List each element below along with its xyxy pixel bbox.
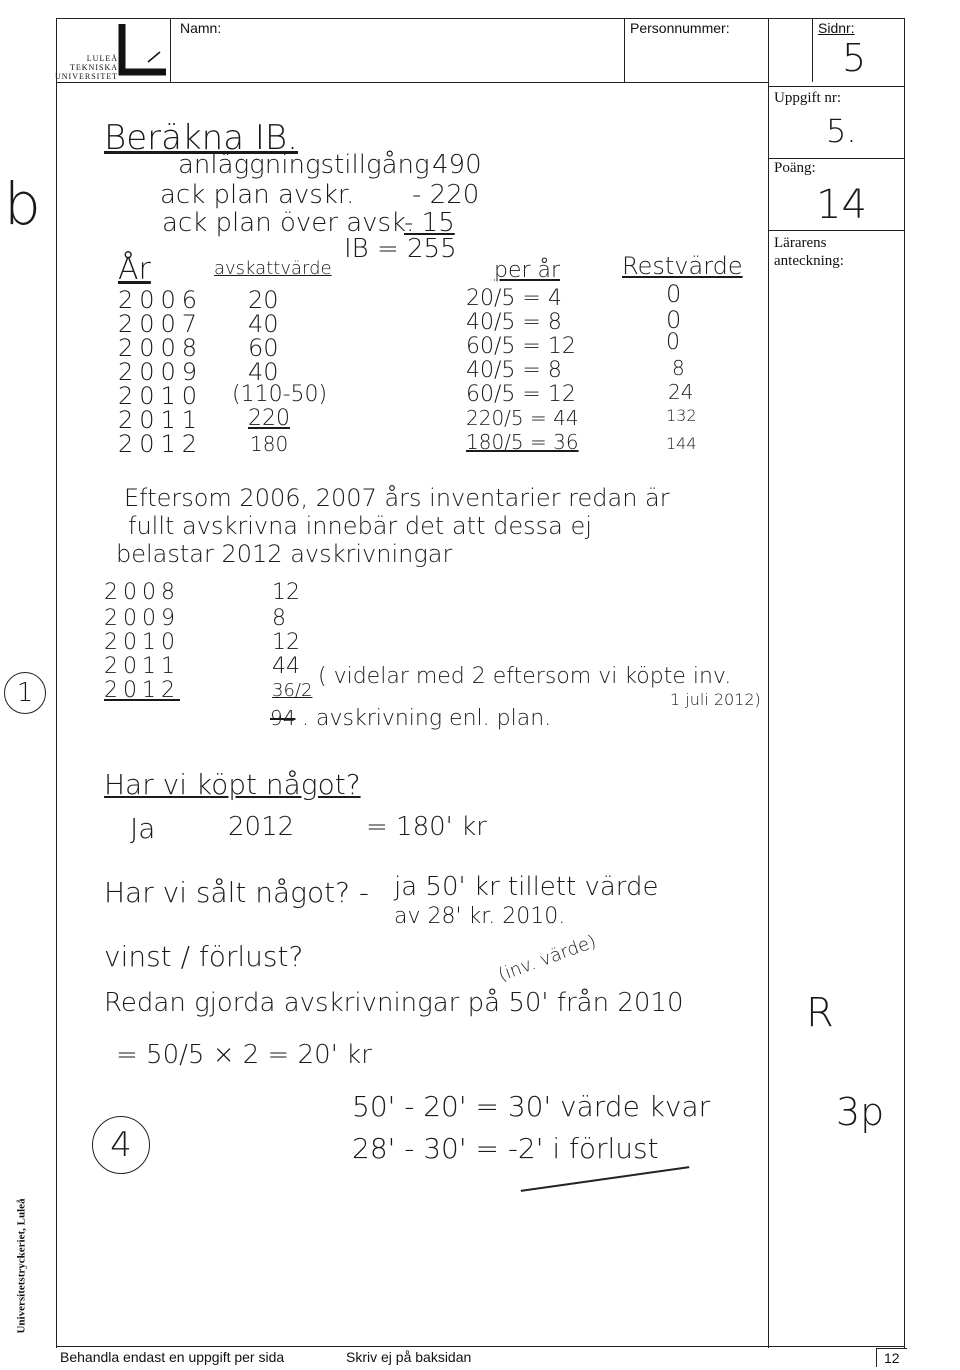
table-row-6-rest: 132 <box>666 406 697 425</box>
calc-value-1: 490 <box>432 150 482 180</box>
table-row-7-value: 180 <box>250 432 289 456</box>
teacher-mark-points: 3p <box>836 1090 885 1134</box>
table-row-4-year: 2009 <box>118 358 204 386</box>
table-row-1-year: 2006 <box>118 286 204 314</box>
calc-value-3: - 15 <box>404 208 455 238</box>
ib-line: IB = 255 <box>344 234 457 264</box>
right-col-line-1 <box>768 86 904 87</box>
calc-line-d: 28' - 30' = -2' i förlust <box>352 1132 659 1165</box>
footer-center: Skriv ej på baksidan <box>346 1349 472 1365</box>
paragraph-line-2: fullt avskrivna innebär det att dessa ej <box>128 512 592 540</box>
header-divider-1 <box>170 18 171 82</box>
table-row-3-year: 2008 <box>118 334 204 362</box>
list-row-2-year: 2009 <box>104 606 180 631</box>
circled-number-1 <box>4 672 46 714</box>
poang-label: Poäng: <box>774 160 816 176</box>
vertical-printer-text: Universitetstryckeriet, Luleå <box>15 1198 28 1334</box>
table-row-3-per-year: 60/5 = 12 <box>466 334 576 359</box>
logo-text <box>55 54 118 81</box>
circled-number-4 <box>92 1116 150 1174</box>
university-logo <box>55 22 168 81</box>
poang-value: 14 <box>816 182 867 228</box>
calc-label-2: ack plan avskr. <box>160 180 355 210</box>
table-row-3-rest: 0 <box>666 330 680 355</box>
answer-1-year: 2012 <box>228 812 295 842</box>
form-bottom-border <box>56 1346 904 1347</box>
sidnr-label: Sidnr: <box>818 20 855 36</box>
table-row-6-per-year: 220/5 = 44 <box>466 406 579 430</box>
form-top-border <box>56 18 904 19</box>
table-row-3-value: 60 <box>248 334 279 362</box>
circled-1-text: 1 <box>16 678 34 708</box>
list-total: 94 <box>270 706 296 730</box>
right-column-border <box>768 18 769 1348</box>
right-col-line-3 <box>768 230 904 231</box>
header-divider-2 <box>624 18 625 82</box>
namn-label: Namn: <box>180 20 222 36</box>
list-row-1-value: 12 <box>272 580 300 605</box>
note-line-2: . avskrivning enl. plan. <box>302 706 552 731</box>
table-row-7-rest: 144 <box>666 434 697 453</box>
note-date: 1 juli 2012) <box>670 690 761 709</box>
answer-2-line-2: av 28' kr. 2010. <box>394 904 566 929</box>
table-header-year: År <box>118 252 151 287</box>
margin-mark-b: b <box>4 170 41 238</box>
table-header-per-year: per år <box>494 258 561 283</box>
table-row-2-per-year: 40/5 = 8 <box>466 310 562 335</box>
logo-line-3: UNIVERSITET <box>55 72 118 81</box>
inv-note: (inv. värde) <box>495 931 599 986</box>
list-row-3-year: 2010 <box>104 630 180 655</box>
footer-left: Behandla endast en uppgift per sida <box>60 1349 285 1365</box>
header-divider-3 <box>812 18 813 82</box>
list-row-3-value: 12 <box>272 630 300 655</box>
table-row-4-rest: 8 <box>672 356 685 380</box>
table-row-5-per-year: 60/5 = 12 <box>466 382 576 407</box>
sidnr-value: 5 <box>842 36 867 80</box>
table-row-1-rest: 0 <box>666 280 682 308</box>
table-row-5-value: (110-50) <box>232 382 328 407</box>
calc-line-a: Redan gjorda avskrivningar på 50' från 2010 <box>104 988 684 1018</box>
logo-line-2: TEKNISKA <box>70 63 118 72</box>
calc-line-b: = 50/5 × 2 = 20' kr <box>116 1040 372 1070</box>
answer-2-line-1: ja 50' kr tillett värde <box>394 872 659 902</box>
table-header-value: avskattvärde <box>214 258 332 279</box>
calc-line-c: 50' - 20' = 30' värde kvar <box>352 1090 711 1123</box>
note-line-1: ( videlar med 2 eftersom vi köpte inv. <box>318 664 732 689</box>
heading: Beräkna IB. <box>104 118 298 158</box>
list-row-4-value: 44 <box>272 654 300 679</box>
table-row-4-value: 40 <box>248 358 279 386</box>
table-row-6-value: 220 <box>248 406 290 431</box>
teacher-mark-r: R <box>806 990 834 1036</box>
question-2: Har vi sålt något? - <box>104 876 369 909</box>
uppgift-label: Uppgift nr: <box>774 90 842 106</box>
table-row-7-year: 2012 <box>118 430 204 458</box>
personnummer-label: Personnummer: <box>630 20 730 36</box>
table-row-2-value: 40 <box>248 310 279 338</box>
answer-1-left: Ja <box>130 812 156 845</box>
list-row-4-year: 2011 <box>104 654 180 679</box>
final-underline <box>521 1166 690 1192</box>
table-header-restvarde: Restvärde <box>622 252 743 280</box>
table-row-6-year: 2011 <box>118 406 204 434</box>
footer-page-number: 12 <box>884 1350 900 1366</box>
question-3: vinst / förlust? <box>104 940 304 973</box>
table-row-4-per-year: 40/5 = 8 <box>466 358 562 383</box>
paragraph-line-3: belastar 2012 avskrivningar <box>116 540 453 568</box>
table-row-1-per-year: 20/5 = 4 <box>466 286 562 311</box>
calc-label-3: ack plan över avsk. <box>162 208 415 238</box>
table-row-1-value: 20 <box>248 286 279 314</box>
list-row-1-year: 2008 <box>104 580 180 605</box>
table-row-5-year: 2010 <box>118 382 204 410</box>
right-column-outer-border <box>904 18 905 1348</box>
table-row-5-rest: 24 <box>668 380 694 404</box>
circled-4-text: 4 <box>110 1125 132 1165</box>
list-row-2-value: 8 <box>272 606 286 631</box>
logo-line-1: LULEÅ <box>86 54 118 63</box>
answer-1-value: = 180' kr <box>366 812 487 842</box>
calc-value-2: - 220 <box>412 180 480 210</box>
list-row-5-year: 2012 <box>104 678 180 703</box>
calc-label-1: anläggningstillgång <box>178 150 430 180</box>
form-left-border <box>56 18 57 1348</box>
paragraph-line-1: Eftersom 2006, 2007 års inventarier redan är <box>124 484 670 512</box>
question-1: Har vi köpt något? <box>104 768 361 801</box>
table-row-7-per-year: 180/5 = 36 <box>466 430 579 454</box>
table-row-2-rest: 0 <box>666 306 682 334</box>
right-col-line-2 <box>768 158 904 159</box>
list-row-5-value: 36/2 <box>272 680 313 701</box>
lararens-anteckning-label: Lärarens anteckning: <box>774 235 844 269</box>
table-row-2-year: 2007 <box>118 310 204 338</box>
form-header-border <box>56 82 768 83</box>
uppgift-value: 5. <box>826 112 857 150</box>
